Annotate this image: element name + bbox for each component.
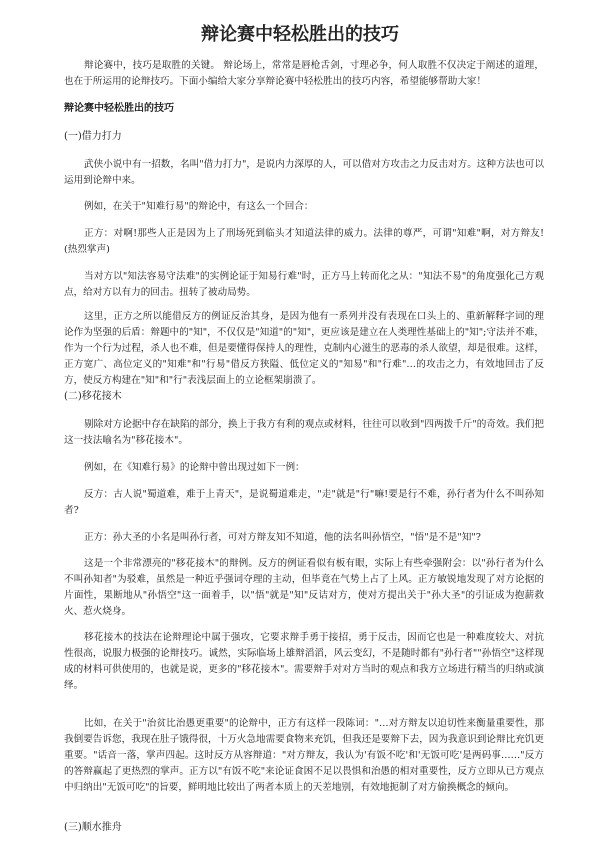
s1-paragraph-1: 武侠小说中有一招数，名叫"借力打力"，是说内力深厚的人，可以借对方攻击之力反击对方。这种方法也可以运用到论辩中来。 [64,159,544,186]
intro-paragraph: 辩论赛中，技巧是取胜的关键。 辩论场上，常常是唇枪舌剑，寸理必争，何人取胜不仅决定于阐述的道理，也在于所运用的论辩技巧。下面小编给大家分享辩论赛中轻松胜出的技巧内容，希望能够帮助大家！ [64,60,544,87]
heading-3: (三)顺水推舟 [64,822,122,833]
s2-paragraph-4: 正方：孙大圣的小名是叫孙行者，可对方辩友知不知道，他的法名叫孙悟空，"悟"是不是"知"? [84,532,481,543]
heading-1: (一)借力打力 [64,131,122,142]
section-title: 辩论赛中轻松胜出的技巧 [64,103,174,114]
s2-paragraph-5: 这是一个非常漂亮的"移花接木"的辩例。反方的例证看似有板有眼，实际上有些牵强附会：以"孙行者为什么不叫孙知者"为驳难，虽然是一种近乎强词夺理的主动，但毕竟在气势上占了上风。正方敏锐地发现了对方论据的片面性，果断地从"孙悟空"这一面着手，以"悟"就是"知"反诘对方，使对方提出关于"孙大圣"的引证成为抱薪救火、惹火烧身。 [64,558,544,617]
s1-paragraph-4: 当对方以"知法容易守法难"的实例论证于知易行难"时，正方马上转而化之从："知法不易"的角度强化己方观点，给对方以有力的回击。扭转了被动局势。 [64,271,544,298]
page-title: 辩论赛中轻松胜出的技巧 [201,24,399,45]
s2-paragraph-7: 比如，在关于"治贫比治愚更重要"的论辩中，正方有这样一段陈词："…对方辩友以迫切性来衡量重要性，那我倒要告诉您，我现在肚子饿得很，十万火急地需要食物来充饥，但我还是要辩下去，因为我意识到论辩比充饥更重要。"话音一落，掌声四起。这时反方从容辩道："对方辩友，我认为'有饭不吃'和'无饭可吃'是两码事……"反方的答辩赢起了更热烈的掌声。正方以"有饭不吃"来论证食困不足以畏惧和治愚的相对重要性，反方立即从已方观点中归纳出"无饭可吃"的旨要，鲜明地比较出了两者本质上的天差地别，有效地扼制了对方偷换概念的倾向。 [64,718,544,793]
s1-paragraph-3: 正方：对啊!那些人正是因为上了刑场死到临头才知道法律的威力。法律的尊严，可谓"知难"啊，对方辩友!(热烈掌声) [64,228,544,255]
s2-paragraph-6: 移花接木的技法在论辩理论中属于强攻，它要求辩手勇于接招，勇于反击，因而它也是一种难度较大、对抗性很高，说服力极强的论辩技巧。诚然，实际临场上雄辩滔滔，风云变幻，不是随时都有"孙行者""孙悟空"这样现成的材料可供使用的，也就是说，更多的"移花接木"。需要辩手对对方当时的观点和我方立场进行精当的归纳或演绎。 [64,632,544,691]
s2-paragraph-3: 反方：古人说"蜀道难，难于上青天"，是说蜀道难走，"走"就是"行"嘛!要是行不难，孙行者为什么不叫孙知者? [64,489,544,516]
s1-paragraph-5: 这里，正方之所以能借反方的例证反治其身，是因为他有一系列并没有表现在口头上的、重新解释字词的理论作为坚强的后盾：辩题中的"知"，不仅仅是"知道"的"知"，更应该是建立在人类理性基础上的"知";守法并不难，作为一个行为过程，杀人也不难，但是要懂得保持人的理性，克制内心滋生的恶毒的杀人欲望，却是很难。这样，正方宽广、高位定义的"知难"和"行易"借反方狭隘、低位定义的"知易"和"行难"…的攻击之力，有效地回击了反方，使反方构建在"知"和"行"表浅层面上的立论框架崩溃了。 [64,311,544,386]
s1-paragraph-2: 例如，在关于"知难行易"的辩论中，有这么一个回合： [84,201,314,212]
s2-paragraph-2: 例如，在《知难行易》的论辩中曾出现过如下一例： [84,462,305,473]
s2-paragraph-1: 剔除对方论据中存在缺陷的部分，换上于我方有利的观点或材料，往往可以收到"四两拨千斤"的奇效。我们把这一技法喻名为"移花接木"。 [64,419,544,446]
heading-2: (二)移花接木 [64,391,122,402]
